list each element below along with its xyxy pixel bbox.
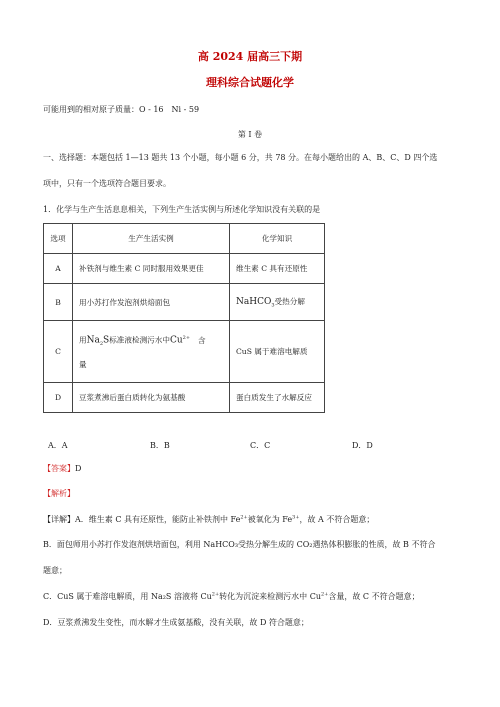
page-subtitle: 理科综合试题化学 <box>206 76 294 89</box>
example-cell: 用小苏打作发泡剂烘焙面包 <box>73 284 230 321</box>
table-row <box>44 284 325 321</box>
explanation-c <box>43 591 420 602</box>
knowledge-cell: 维生素 C 具有还原性 <box>230 254 325 284</box>
knowledge-cell: CuS 属于难溶电解质 <box>230 321 325 383</box>
formula-subscript: 2 <box>99 341 104 348</box>
question-1-stem: 1．化学与生产生活息息相关，下列生产生活实例与所述化学知识没有关联的是 <box>43 205 321 214</box>
knowledge-cell: 蛋白质发生了水解反应 <box>230 383 325 413</box>
table-row <box>44 321 325 383</box>
explanation-b-line2: 题意； <box>43 566 67 575</box>
ion-superscript: 2+ <box>320 591 329 598</box>
ion-superscript: 3+ <box>292 514 300 521</box>
explanation-a <box>43 514 374 525</box>
knowledge-text: 受热分解 <box>274 296 305 306</box>
example-text: 标准液检测污水中 <box>109 336 170 345</box>
formula-subscript: 3 <box>271 302 275 309</box>
option-cell: C <box>44 321 73 383</box>
explanation-text: 含量，故 C 不符合题意； <box>328 592 420 601</box>
formula-text: S <box>103 336 110 346</box>
explanation-text: 被氧化为 Fe <box>247 515 293 524</box>
explanation-text: ，故 A 不符合题意； <box>299 515 375 524</box>
example-cell <box>73 321 230 383</box>
option-cell: D <box>44 383 73 413</box>
formula-text: NaHCO <box>236 296 272 307</box>
option-cell: B <box>44 284 73 321</box>
explanation-text: 【详解】A．维生素 C 具有还原性，能防止补铁剂中 Fe <box>43 515 241 524</box>
option-cell: A <box>44 254 73 284</box>
choice-b: B．B <box>150 441 170 450</box>
ion-superscript: 2+ <box>182 335 191 342</box>
choice-c: C．C <box>250 441 271 450</box>
example-cell: 豆浆煮沸后蛋白质转化为氨基酸 <box>73 383 230 413</box>
example-text: 含 <box>198 336 206 345</box>
atomic-mass-note: 可能用到的相对原子质量：O - 16 Ni - 59 <box>43 105 200 114</box>
explanation-b-line1: B．面包师用小苏打作发泡剂烘培面包，利用 NaHCO₃受热分解生成的 CO₂遇热体积膨胀的性质，故 B 不符合 <box>43 540 436 549</box>
table-header-cell: 生产生活实例 <box>73 224 230 254</box>
answer-line <box>43 463 81 474</box>
ion-superscript: 2+ <box>240 514 248 521</box>
choice-d: D．D <box>352 441 373 450</box>
example-cell: 补铁剂与维生素 C 同时服用效果更佳 <box>73 254 230 284</box>
formula-text: Na <box>86 336 100 346</box>
choice-a: A．A <box>48 441 68 450</box>
answer-value: D <box>75 464 82 473</box>
table-header-cell: 选项 <box>44 224 73 254</box>
explanation-text: C．CuS 属于难溶电解质，用 Na₂S 溶液将 Cu <box>43 592 212 601</box>
example-text: 量 <box>79 359 87 369</box>
knowledge-cell <box>230 284 325 321</box>
table-row <box>44 254 325 284</box>
example-text: 用 <box>79 336 87 345</box>
explanation-text: 转化为沉淀来检测污水中 Cu <box>219 592 321 601</box>
volume-label: 第 I 卷 <box>237 130 263 139</box>
ion-superscript: 2+ <box>211 591 220 598</box>
table-header-row <box>44 224 325 254</box>
page-title: 高 2024 届高三下期 <box>197 50 303 63</box>
explanation-d: D．豆浆煮沸发生变性，而水解才生成氨基酸，没有关联，故 D 符合题意； <box>43 618 309 627</box>
section-instructions-line2: 项中，只有一个选项符合题目要求。 <box>43 179 171 188</box>
section-instructions-line1: 一、选择题：本题包括 1—13 题共 13 个小题，每小题 6 分，共 78 分。在每小题给出的 A、B、C、D 四个选 <box>43 153 438 162</box>
answer-label: 【答案】 <box>43 464 75 473</box>
table-header-cell: 化学知识 <box>230 224 325 254</box>
analysis-label: 【解析】 <box>43 489 75 498</box>
ion-text: Cu <box>169 336 183 346</box>
table-row <box>44 383 325 413</box>
options-table <box>43 223 325 413</box>
